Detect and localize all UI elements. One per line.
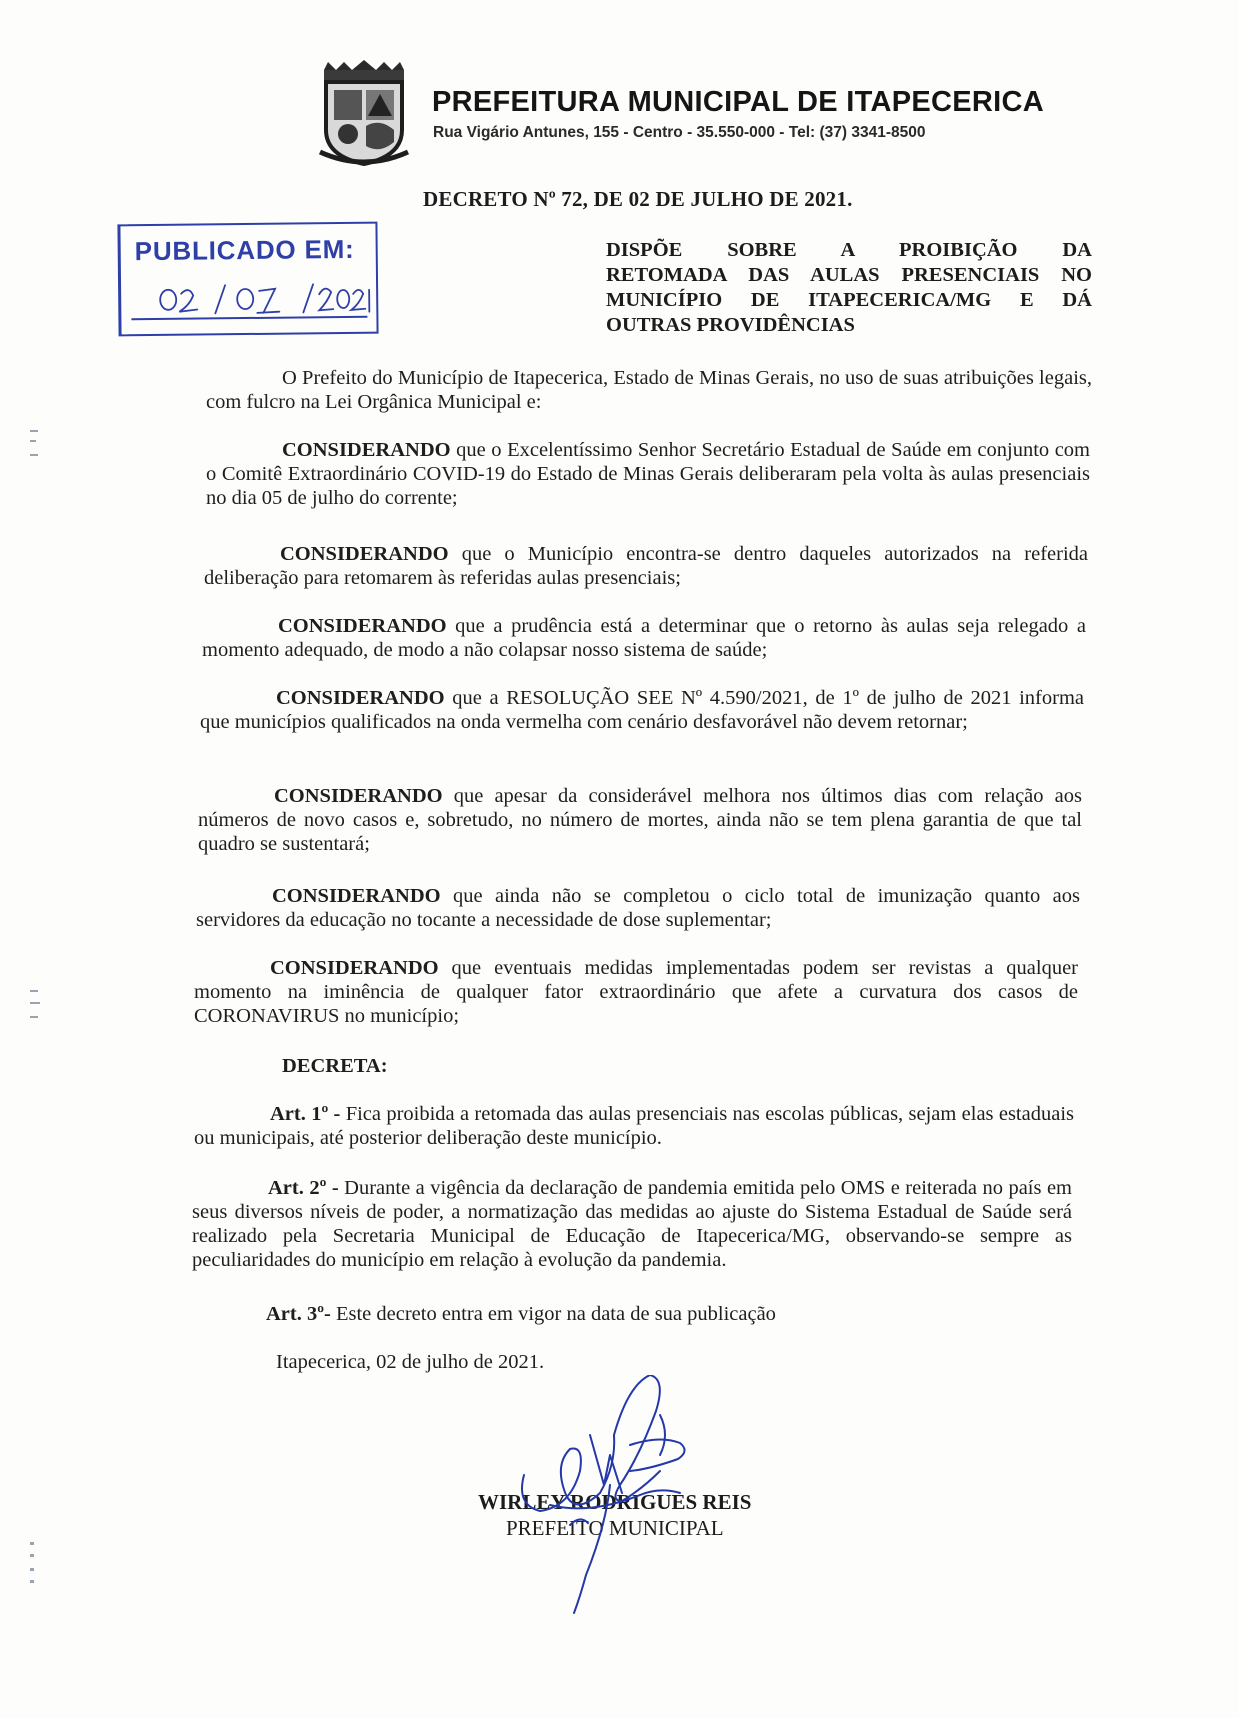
municipality-address: Rua Vigário Antunes, 155 - Centro - 35.550-000 - Tel: (37) 3341-8500 <box>433 124 926 141</box>
considerando-lead: CONSIDERANDO <box>274 785 443 807</box>
stamp-label: PUBLICADO EM: <box>134 233 355 267</box>
considerando-paragraph <box>204 542 1088 590</box>
scan-margin-marks <box>26 430 56 1630</box>
article-lead: Art. 3º- <box>266 1303 331 1325</box>
article-lead: Art. 2º - <box>268 1177 339 1199</box>
considerando-text: que ainda não se completou o ciclo total de imunização quanto aos servidores da educação no tocante a necessidade de dose suplementar; <box>196 885 1080 931</box>
article-paragraph <box>194 1102 1074 1150</box>
considerando-lead: CONSIDERANDO <box>282 439 451 461</box>
considerando-text: que eventuais medidas implementadas podem ser revistas a qualquer momento na iminência de qualquer fator extraordinário que afete a curvatura dos casos de CORONAVIRUS no município; <box>194 957 1078 1027</box>
article-lead: Art. 1º - <box>270 1103 341 1125</box>
considerando-text: que a RESOLUÇÃO SEE Nº 4.590/2021, de 1º de julho de 2021 informa que municípios qualificados na onda vermelha com cenário desfavorável não devem retornar; <box>200 687 1084 733</box>
signatory-role: PREFEITO MUNICIPAL <box>506 1516 724 1540</box>
considerando-paragraph <box>196 884 1080 932</box>
considerando-lead: CONSIDERANDO <box>276 687 445 709</box>
article-text: Este decreto entra em vigor na data de sua publicação <box>330 1303 776 1325</box>
considerando-lead: CONSIDERANDO <box>272 885 441 907</box>
article-paragraph <box>192 1176 1072 1272</box>
publication-stamp <box>117 222 378 337</box>
article-text: Fica proibida a retomada das aulas presenciais nas escolas públicas, sejam elas estaduais ou municipais, até posterior deliberação deste município. <box>194 1103 1074 1149</box>
article-text: Durante a vigência da declaração de pandemia emitida pelo OMS e reiterada no país em seus diversos níveis de poder, a normatização das medidas ao ajuste do Sistema Estadual de Saúde será realizado pela Secretaria Municipal de Educação de Itapecerica/MG, observando-se sempre as peculiaridades do município em relação à evolução da pandemia. <box>192 1177 1072 1271</box>
considerando-text: que apesar da considerável melhora nos últimos dias com relação aos números de novo casos e, sobretudo, no número de mortes, ainda não se tem plena garantia de que tal quadro se sustentará; <box>198 785 1082 855</box>
ementa-line: MUNICÍPIO DE ITAPECERICA/MG E DÁ <box>606 289 1092 311</box>
coat-of-arms-icon <box>318 60 410 168</box>
considerando-paragraph <box>198 784 1082 856</box>
decree-title: DECRETO Nº 72, DE 02 DE JULHO DE 2021. <box>423 187 853 211</box>
place-and-date: Itapecerica, 02 de julho de 2021. <box>276 1351 545 1373</box>
municipality-title: PREFEITURA MUNICIPAL DE ITAPECERICA <box>432 86 1045 118</box>
handwritten-signature <box>510 1375 720 1615</box>
considerando-text: que o Excelentíssimo Senhor Secretário Estadual de Saúde em conjunto com o Comitê Extraordinário COVID-19 do Estado de Minas Gerais deliberaram pela volta às aulas presenciais no dia 05 de julho do corrente; <box>206 439 1090 509</box>
decreta-heading: DECRETA: <box>282 1055 388 1077</box>
considerando-lead: CONSIDERANDO <box>270 957 439 979</box>
ementa-line: RETOMADA DAS AULAS PRESENCIAIS NO <box>606 264 1092 286</box>
preamble-paragraph: O Prefeito do Município de Itapecerica, Estado de Minas Gerais, no uso de suas atribuições legais, com fulcro na Lei Orgânica Municipal e: <box>206 367 1092 413</box>
considerando-paragraph <box>200 686 1084 734</box>
ementa-line: OUTRAS PROVIDÊNCIAS <box>606 314 855 336</box>
considerando-lead: CONSIDERANDO <box>278 615 447 637</box>
considerando-paragraph <box>202 614 1086 662</box>
considerando-paragraph <box>206 438 1090 510</box>
decree-ementa <box>606 238 1092 338</box>
article-paragraph <box>266 1302 1086 1326</box>
signatory-name: WIRLEY RODRIGUES REIS <box>478 1490 752 1514</box>
ementa-line: DISPÕE SOBRE A PROIBIÇÃO DA <box>606 239 1092 261</box>
stamp-handwritten-date <box>133 264 374 319</box>
considerando-text: que o Município encontra-se dentro daqueles autorizados na referida deliberação para retomarem às referidas aulas presenciais; <box>204 543 1088 589</box>
considerando-lead: CONSIDERANDO <box>280 543 449 565</box>
considerando-text: que a prudência está a determinar que o retorno às aulas seja relegado a momento adequado, de modo a não colapsar nosso sistema de saúde; <box>202 615 1086 661</box>
considerando-paragraph <box>194 956 1078 1028</box>
